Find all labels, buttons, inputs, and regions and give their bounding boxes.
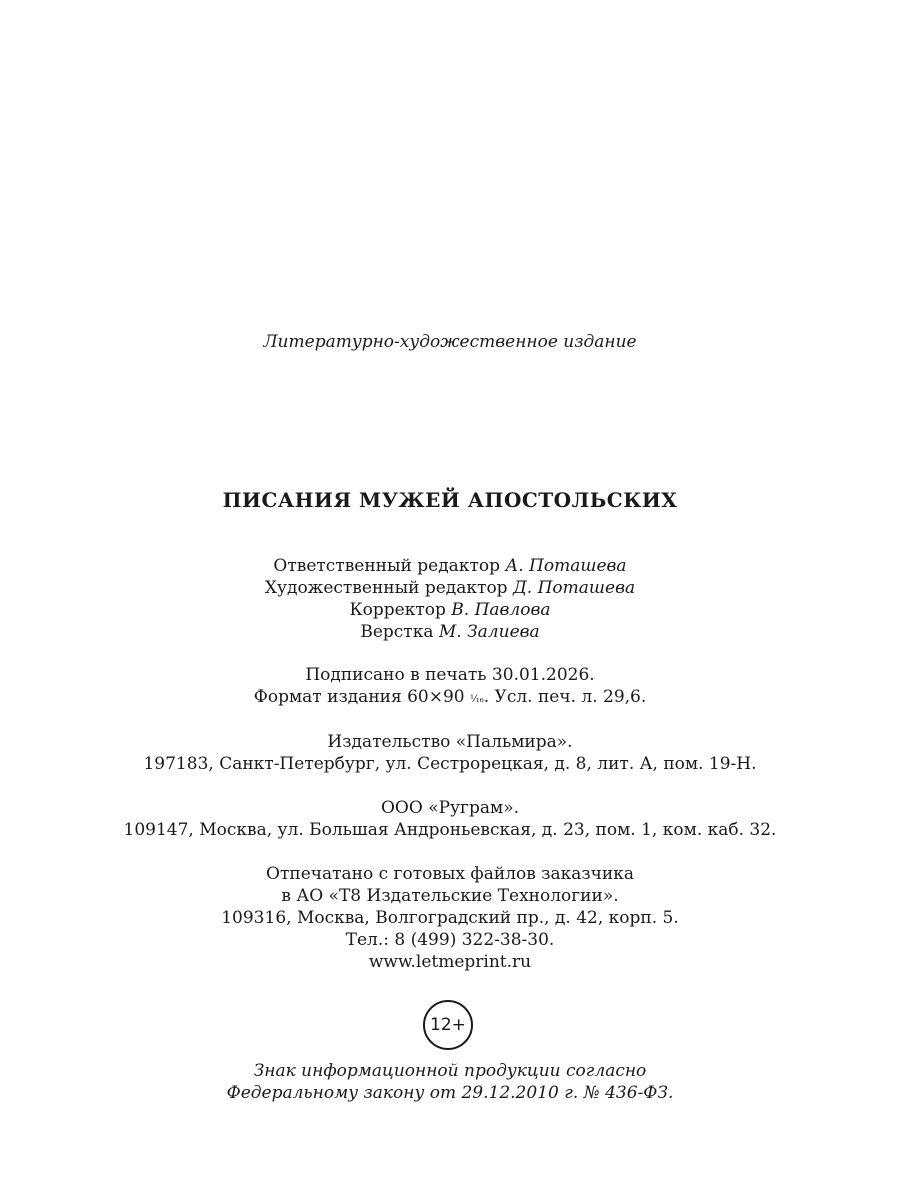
age-rating-badge: 12+ xyxy=(423,1000,473,1050)
format-prefix: Формат издания 60×90 xyxy=(253,687,471,707)
edition-type: Литературно-художественное издание xyxy=(263,332,637,352)
credit-name: М. Залиева xyxy=(438,622,540,642)
publisher-address: 197183, Санкт-Петербург, ул. Сестрорецкая, д. 8, лит. А, пом. 19-Н. xyxy=(143,754,757,774)
credit-line xyxy=(0,600,900,620)
credit-role: Ответственный редактор xyxy=(273,556,500,576)
credit-name: А. Поташева xyxy=(505,556,627,576)
publisher-name: Издательство «Пальмира». xyxy=(327,732,573,752)
printer-line2: в АО «Т8 Издательские Технологии». xyxy=(281,886,619,906)
signed-for-print: Подписано в печать 30.01.2026. xyxy=(305,665,595,685)
distributor-name: ООО «Руграм». xyxy=(380,798,519,818)
printer-line1: Отпечатано с готовых файлов заказчика xyxy=(266,864,634,884)
credit-line xyxy=(0,578,900,598)
credit-name: Д. Поташева xyxy=(512,578,636,598)
printer-website: www.letmeprint.ru xyxy=(368,952,532,972)
book-title: ПИСАНИЯ МУЖЕЙ АПОСТОЛЬСКИХ xyxy=(222,488,678,512)
age-notice-line1: Знак информационной продукции согласно xyxy=(253,1061,647,1081)
credit-role: Верстка xyxy=(360,622,434,642)
credit-line xyxy=(0,556,900,576)
printer-address: 109316, Москва, Волгоградский пр., д. 42, корп. 5. xyxy=(221,908,679,928)
format-line xyxy=(0,687,900,707)
credit-line xyxy=(0,622,900,642)
credit-role: Художественный редактор xyxy=(264,578,508,598)
format-fraction: ¹⁄₁₆ xyxy=(470,694,484,705)
age-notice-line2: Федеральному закону от 29.12.2010 г. № 436-ФЗ. xyxy=(226,1083,674,1103)
printer-phone: Тел.: 8 (499) 322-38-30. xyxy=(345,930,555,950)
credit-name: В. Павлова xyxy=(451,600,551,620)
distributor-address: 109147, Москва, ул. Большая Андроньевская, д. 23, пом. 1, ком. каб. 32. xyxy=(123,820,777,840)
credit-role: Корректор xyxy=(349,600,446,620)
format-suffix: . Усл. печ. л. 29,6. xyxy=(483,687,647,707)
